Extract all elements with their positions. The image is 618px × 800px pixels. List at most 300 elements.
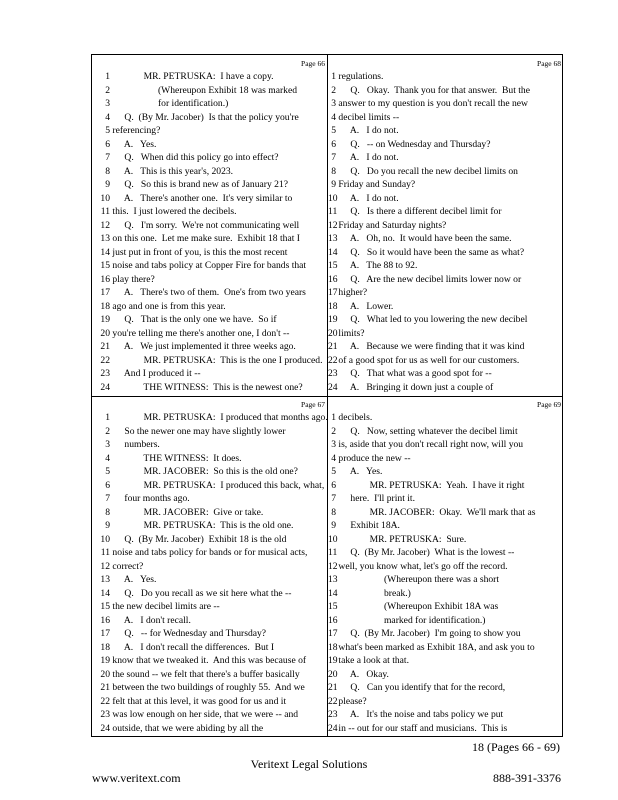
transcript-line	[328, 533, 564, 547]
line-text: MR. PETRUSKA: Sure.	[336, 533, 467, 545]
line-number: 6	[105, 138, 110, 150]
line-number: 7	[105, 493, 110, 504]
line-text: Q. That what was a good spot for --	[336, 368, 492, 379]
transcript-line	[328, 560, 564, 574]
page-lines	[92, 411, 328, 735]
line-text: MR. JACOBER: Okay. We'll mark that as	[336, 506, 536, 518]
line-number: 19	[100, 655, 110, 666]
line-number: 14	[328, 246, 338, 258]
transcript-line	[92, 205, 328, 219]
line-text: know that we tweaked it. And this was because of	[110, 655, 307, 666]
line-number: 15	[100, 601, 110, 612]
line-text: correct?	[110, 560, 144, 572]
line-text: regulations.	[336, 71, 384, 82]
page-lines	[328, 411, 564, 735]
line-number: 13	[328, 574, 338, 585]
transcript-line	[328, 600, 564, 614]
line-text: MR. JACOBER: Give or take.	[110, 506, 264, 518]
line-text: limits?	[336, 327, 365, 339]
transcript-line	[92, 286, 328, 300]
line-text: Q. Do you recall as we sit here what the --	[110, 587, 292, 599]
line-text: produce the new --	[336, 452, 411, 464]
line-number: 21	[100, 341, 110, 352]
transcript-line	[92, 300, 328, 314]
transcript-line	[328, 97, 564, 111]
transcript-page-66	[92, 55, 328, 396]
line-number: 19	[328, 655, 338, 666]
transcript-line	[328, 327, 564, 341]
transcript-line	[92, 111, 328, 125]
line-number: 16	[100, 273, 110, 285]
line-number: 9	[331, 520, 336, 531]
line-text: is, aside that you don't recall right now, will you	[336, 439, 524, 450]
transcript-line	[92, 506, 328, 520]
transcript-line	[328, 381, 564, 395]
line-text: marked for identification.)	[336, 614, 486, 626]
transcript-line	[328, 411, 564, 425]
line-text: Q. (By Mr. Jacober) Exhibit 18 is the old	[110, 533, 287, 545]
line-text: So the newer one may have slightly lower	[110, 425, 286, 437]
transcript-line	[328, 70, 564, 84]
line-text: four months ago.	[110, 493, 190, 504]
line-text: MR. PETRUSKA: I have a copy.	[110, 71, 274, 82]
line-text: between the two buildings of roughly 55. And we	[110, 682, 305, 693]
line-number: 2	[105, 425, 110, 437]
line-number: 24	[100, 722, 110, 734]
transcript-line	[328, 138, 564, 152]
transcript-line	[92, 479, 328, 493]
line-number: 20	[328, 668, 338, 680]
line-number: 6	[331, 138, 336, 150]
line-text: A. Okay.	[336, 668, 389, 680]
line-text: referencing?	[110, 125, 161, 136]
transcript-page-69	[328, 396, 564, 737]
line-number: 21	[328, 682, 338, 693]
line-text: felt that at this level, it was good for us and it	[110, 695, 287, 707]
transcript-line	[92, 546, 328, 560]
line-number: 22	[328, 695, 338, 707]
transcript-line	[328, 232, 564, 246]
page-label: Page 67	[301, 400, 325, 409]
transcript-line	[92, 425, 328, 439]
transcript-line	[92, 70, 328, 84]
transcript-line	[328, 425, 564, 439]
line-number: 21	[328, 341, 338, 352]
line-text: Q. When did this policy go into effect?	[110, 152, 279, 163]
transcript-line	[92, 219, 328, 233]
line-number: 5	[331, 125, 336, 136]
line-number: 1	[331, 412, 336, 423]
line-text: Q. (By Mr. Jacober) What is the lowest --	[336, 547, 515, 558]
line-text: please?	[336, 695, 367, 707]
line-number: 7	[331, 152, 336, 163]
line-number: 3	[331, 439, 336, 450]
line-text: THE WITNESS: It does.	[110, 452, 242, 464]
line-number: 24	[100, 381, 110, 393]
line-number: 13	[100, 233, 110, 244]
transcript-frame	[91, 54, 563, 737]
line-text: A. Oh, no. It would have been the same.	[336, 233, 512, 244]
transcript-line	[328, 111, 564, 125]
line-text: higher?	[336, 287, 368, 298]
line-number: 10	[100, 533, 110, 545]
line-text: MR. PETRUSKA: This is the one I produced.	[110, 354, 323, 366]
transcript-line	[92, 273, 328, 287]
line-number: 5	[331, 466, 336, 477]
line-text: MR. PETRUSKA: I produced this back, what,	[110, 479, 325, 491]
line-text: take a look at that.	[336, 655, 409, 666]
line-text: A. Yes.	[110, 138, 157, 150]
line-number: 23	[328, 709, 338, 720]
line-text: Q. (By Mr. Jacober) Is that the policy you're	[110, 111, 299, 123]
line-text: A. This is this year's, 2023.	[110, 165, 234, 177]
line-number: 14	[100, 246, 110, 258]
line-number: 15	[328, 601, 338, 612]
line-number: 16	[100, 614, 110, 626]
line-text: Q. I'm sorry. We're not communicating well	[110, 219, 300, 231]
transcript-line	[328, 438, 564, 452]
transcript-line	[92, 151, 328, 165]
transcript-line	[92, 708, 328, 722]
line-text: here. I'll print it.	[336, 493, 415, 504]
transcript-line	[92, 259, 328, 273]
transcript-line	[92, 192, 328, 206]
line-text: Q. -- on Wednesday and Thursday?	[336, 138, 491, 150]
transcript-line	[92, 367, 328, 381]
line-text: the sound -- we felt that there's a buffer basically	[110, 668, 300, 680]
line-text: Q. So this is brand new as of January 21?	[110, 179, 288, 190]
line-text: MR. PETRUSKA: Yeah. I have it right	[336, 479, 525, 491]
page-range-summary: 18 (Pages 66 - 69)	[472, 740, 560, 754]
transcript-line	[328, 695, 564, 709]
line-number: 1	[105, 71, 110, 82]
line-text: MR. PETRUSKA: I produced that months ago.	[110, 412, 328, 423]
transcript-line	[92, 438, 328, 452]
line-number: 16	[328, 273, 338, 285]
line-text: A. I don't recall.	[110, 614, 191, 626]
transcript-line	[328, 668, 564, 682]
line-number: 22	[100, 695, 110, 707]
line-text: decibel limits --	[336, 111, 400, 123]
transcript-line	[92, 138, 328, 152]
line-text: A. Because we were finding that it was kind	[336, 341, 525, 352]
page-lines	[328, 70, 564, 394]
page-label: Page 66	[301, 59, 325, 68]
line-number: 11	[100, 206, 110, 217]
line-text: Q. -- for Wednesday and Thursday?	[110, 628, 267, 639]
line-text: Q. Now, setting whatever the decibel limit	[336, 425, 518, 437]
transcript-line	[328, 587, 564, 601]
transcript-line	[92, 340, 328, 354]
line-number: 1	[105, 412, 110, 423]
transcript-line	[92, 614, 328, 628]
website-link[interactable]: www.veritext.com	[92, 771, 181, 785]
line-number: 1	[331, 71, 336, 82]
line-text: Q. That is the only one we have. So if	[110, 314, 277, 325]
line-number: 17	[100, 628, 110, 639]
line-number: 17	[100, 287, 110, 298]
transcript-line	[328, 273, 564, 287]
line-text: Q. Are the new decibel limits lower now or	[336, 273, 522, 285]
line-number: 13	[100, 574, 110, 585]
transcript-line	[328, 165, 564, 179]
line-text: was low enough on her side, that we were -- and	[110, 709, 299, 720]
transcript-line	[328, 506, 564, 520]
transcript-line	[328, 681, 564, 695]
line-number: 8	[105, 506, 110, 518]
line-number: 18	[100, 641, 110, 653]
line-number: 23	[100, 709, 110, 720]
transcript-line	[328, 354, 564, 368]
transcript-line	[328, 340, 564, 354]
line-text: A. I don't recall the differences. But I	[110, 641, 275, 653]
line-number: 15	[328, 260, 338, 271]
line-number: 3	[105, 98, 110, 109]
line-text: A. I do not.	[336, 125, 399, 136]
transcript-line	[92, 452, 328, 466]
line-text: Friday and Sunday?	[336, 179, 416, 190]
line-number: 24	[328, 722, 338, 734]
transcript-line	[92, 627, 328, 641]
line-number: 2	[331, 84, 336, 96]
line-number: 17	[328, 628, 338, 639]
line-number: 5	[105, 466, 110, 477]
line-number: 23	[328, 368, 338, 379]
line-number: 20	[100, 327, 110, 339]
line-number: 24	[328, 381, 338, 393]
transcript-line	[92, 492, 328, 506]
line-text: noise and tabs policy for bands or for musical acts,	[110, 547, 308, 558]
transcript-line	[328, 546, 564, 560]
line-text: in -- out for our staff and musicians. This is	[336, 722, 508, 734]
line-text: A. There's two of them. One's from two years	[110, 287, 306, 298]
line-text: well, you know what, let's go off the record.	[336, 560, 508, 572]
line-number: 12	[100, 560, 110, 572]
line-number: 9	[105, 520, 110, 531]
line-text: break.)	[336, 587, 411, 599]
line-text: (Whereupon there was a short	[336, 574, 500, 585]
transcript-line	[92, 381, 328, 395]
line-number: 3	[331, 98, 336, 109]
transcript-line	[328, 313, 564, 327]
line-number: 4	[105, 452, 110, 464]
line-text: what's been marked as Exhibit 18A, and ask you to	[336, 641, 535, 653]
transcript-line	[92, 695, 328, 709]
transcript-line	[328, 627, 564, 641]
line-text: Exhibit 18A.	[336, 520, 400, 531]
transcript-line	[92, 465, 328, 479]
line-number: 2	[331, 425, 336, 437]
line-text: this. I just lowered the decibels.	[110, 206, 237, 217]
line-number: 15	[100, 260, 110, 271]
transcript-line	[328, 246, 564, 260]
transcript-line	[328, 708, 564, 722]
phone-number: 888-391-3376	[493, 771, 561, 785]
line-number: 10	[328, 192, 338, 204]
transcript-line	[92, 600, 328, 614]
line-number: 8	[331, 506, 336, 518]
line-text: Q. Okay. Thank you for that answer. But the	[336, 84, 530, 96]
line-number: 7	[105, 152, 110, 163]
line-text: A. We just implemented it three weeks ago.	[110, 341, 296, 352]
line-number: 21	[100, 682, 110, 693]
transcript-line	[92, 178, 328, 192]
line-number: 20	[328, 327, 338, 339]
transcript-line	[328, 519, 564, 533]
line-number: 23	[100, 368, 110, 379]
transcript-line	[328, 614, 564, 628]
line-text: A. The 88 to 92.	[336, 260, 418, 271]
line-text: And I produced it --	[110, 368, 201, 379]
transcript-line	[328, 492, 564, 506]
transcript-line	[92, 246, 328, 260]
company-name: Veritext Legal Solutions	[250, 757, 368, 771]
transcript-line	[92, 411, 328, 425]
transcript-line	[92, 84, 328, 98]
line-number: 19	[328, 314, 338, 325]
transcript-line	[328, 124, 564, 138]
line-number: 4	[105, 111, 110, 123]
line-number: 14	[100, 587, 110, 599]
line-text: ago and one is from this year.	[110, 300, 226, 312]
transcript-line	[92, 668, 328, 682]
line-number: 11	[328, 547, 338, 558]
line-text: decibels.	[336, 412, 373, 423]
transcript-page-68	[328, 55, 564, 396]
transcript-line	[92, 587, 328, 601]
transcript-line	[92, 654, 328, 668]
transcript-line	[328, 84, 564, 98]
line-text: Q. Is there a different decibel limit for	[336, 206, 502, 217]
transcript-page-67	[92, 396, 328, 737]
line-number: 12	[328, 219, 338, 231]
transcript-line	[328, 722, 564, 736]
transcript-line	[92, 722, 328, 736]
line-number: 18	[328, 641, 338, 653]
line-number: 6	[331, 479, 336, 491]
line-number: 13	[328, 233, 338, 244]
line-text: A. It's the noise and tabs policy we put	[336, 709, 504, 720]
line-text: A. Bringing it down just a couple of	[336, 381, 494, 393]
line-number: 4	[331, 111, 336, 123]
line-text: A. There's another one. It's very similar to	[110, 192, 293, 204]
line-text: (Whereupon Exhibit 18A was	[336, 601, 499, 612]
line-number: 10	[328, 533, 338, 545]
line-text: numbers.	[110, 439, 160, 450]
transcript-line	[328, 259, 564, 273]
line-text: Q. (By Mr. Jacober) I'm going to show you	[336, 628, 521, 639]
line-text: Q. Can you identify that for the record,	[336, 682, 506, 693]
transcript-line	[328, 219, 564, 233]
page-lines	[92, 70, 328, 394]
line-text: MR. PETRUSKA: This is the old one.	[110, 520, 294, 531]
line-number: 12	[100, 219, 110, 231]
transcript-line	[92, 354, 328, 368]
line-number: 11	[100, 547, 110, 558]
transcript-line	[328, 465, 564, 479]
line-text: answer to my question is you don't recall the new	[336, 98, 528, 109]
line-text: A. I do not.	[336, 192, 399, 204]
line-text: Q. What led to you lowering the new decibel	[336, 314, 528, 325]
line-number: 17	[328, 287, 338, 298]
line-text: just put in front of you, is this the most recent	[110, 246, 288, 258]
transcript-line	[92, 97, 328, 111]
line-text: A. Yes.	[336, 466, 383, 477]
line-text: the new decibel limits are --	[110, 601, 220, 612]
line-text: on this one. Let me make sure. Exhibit 18 that I	[110, 233, 300, 244]
line-text: A. Lower.	[336, 300, 394, 312]
transcript-line	[92, 681, 328, 695]
line-text: MR. JACOBER: So this is the old one?	[110, 466, 298, 477]
transcript-line	[92, 232, 328, 246]
transcript-line	[328, 205, 564, 219]
line-number: 5	[105, 125, 110, 136]
line-number: 18	[328, 300, 338, 312]
line-text: A. I do not.	[336, 152, 399, 163]
line-number: 14	[328, 587, 338, 599]
line-number: 22	[328, 354, 338, 366]
transcript-line	[328, 151, 564, 165]
line-number: 6	[105, 479, 110, 491]
line-number: 4	[331, 452, 336, 464]
transcript-line	[328, 286, 564, 300]
line-number: 18	[100, 300, 110, 312]
line-number: 7	[331, 493, 336, 504]
line-text: outside, that we were abiding by all the	[110, 722, 264, 734]
line-number: 3	[105, 439, 110, 450]
line-number: 9	[331, 179, 336, 190]
line-number: 20	[100, 668, 110, 680]
line-text: (Whereupon Exhibit 18 was marked	[110, 84, 298, 96]
line-text: of a good spot for us as well for our customers.	[336, 354, 520, 366]
page-label: Page 68	[537, 59, 561, 68]
transcript-line	[328, 573, 564, 587]
transcript-line	[328, 178, 564, 192]
line-text: noise and tabs policy at Copper Fire for bands that	[110, 260, 307, 271]
transcript-line	[92, 560, 328, 574]
line-text: Q. So it would have been the same as what?	[336, 246, 525, 258]
line-number: 8	[331, 165, 336, 177]
transcript-line	[328, 300, 564, 314]
line-number: 22	[100, 354, 110, 366]
line-text: Friday and Saturday nights?	[336, 219, 447, 231]
line-number: 16	[328, 614, 338, 626]
line-number: 11	[328, 206, 338, 217]
transcript-line	[92, 533, 328, 547]
transcript-line	[92, 327, 328, 341]
line-number: 19	[100, 314, 110, 325]
transcript-line	[92, 124, 328, 138]
line-text: A. Yes.	[110, 574, 157, 585]
transcript-line	[92, 165, 328, 179]
transcript-line	[92, 641, 328, 655]
line-text: for identification.)	[110, 98, 229, 109]
line-text: play there?	[110, 273, 155, 285]
line-number: 2	[105, 84, 110, 96]
line-number: 12	[328, 560, 338, 572]
line-number: 9	[105, 179, 110, 190]
line-text: Q. Do you recall the new decibel limits on	[336, 165, 518, 177]
transcript-line	[92, 313, 328, 327]
line-text: you're telling me there's another one, I don't --	[110, 327, 290, 339]
line-number: 8	[105, 165, 110, 177]
transcript-line	[328, 479, 564, 493]
transcript-line	[92, 519, 328, 533]
line-number: 10	[100, 192, 110, 204]
transcript-line	[328, 367, 564, 381]
transcript-line	[92, 573, 328, 587]
transcript-line	[328, 452, 564, 466]
